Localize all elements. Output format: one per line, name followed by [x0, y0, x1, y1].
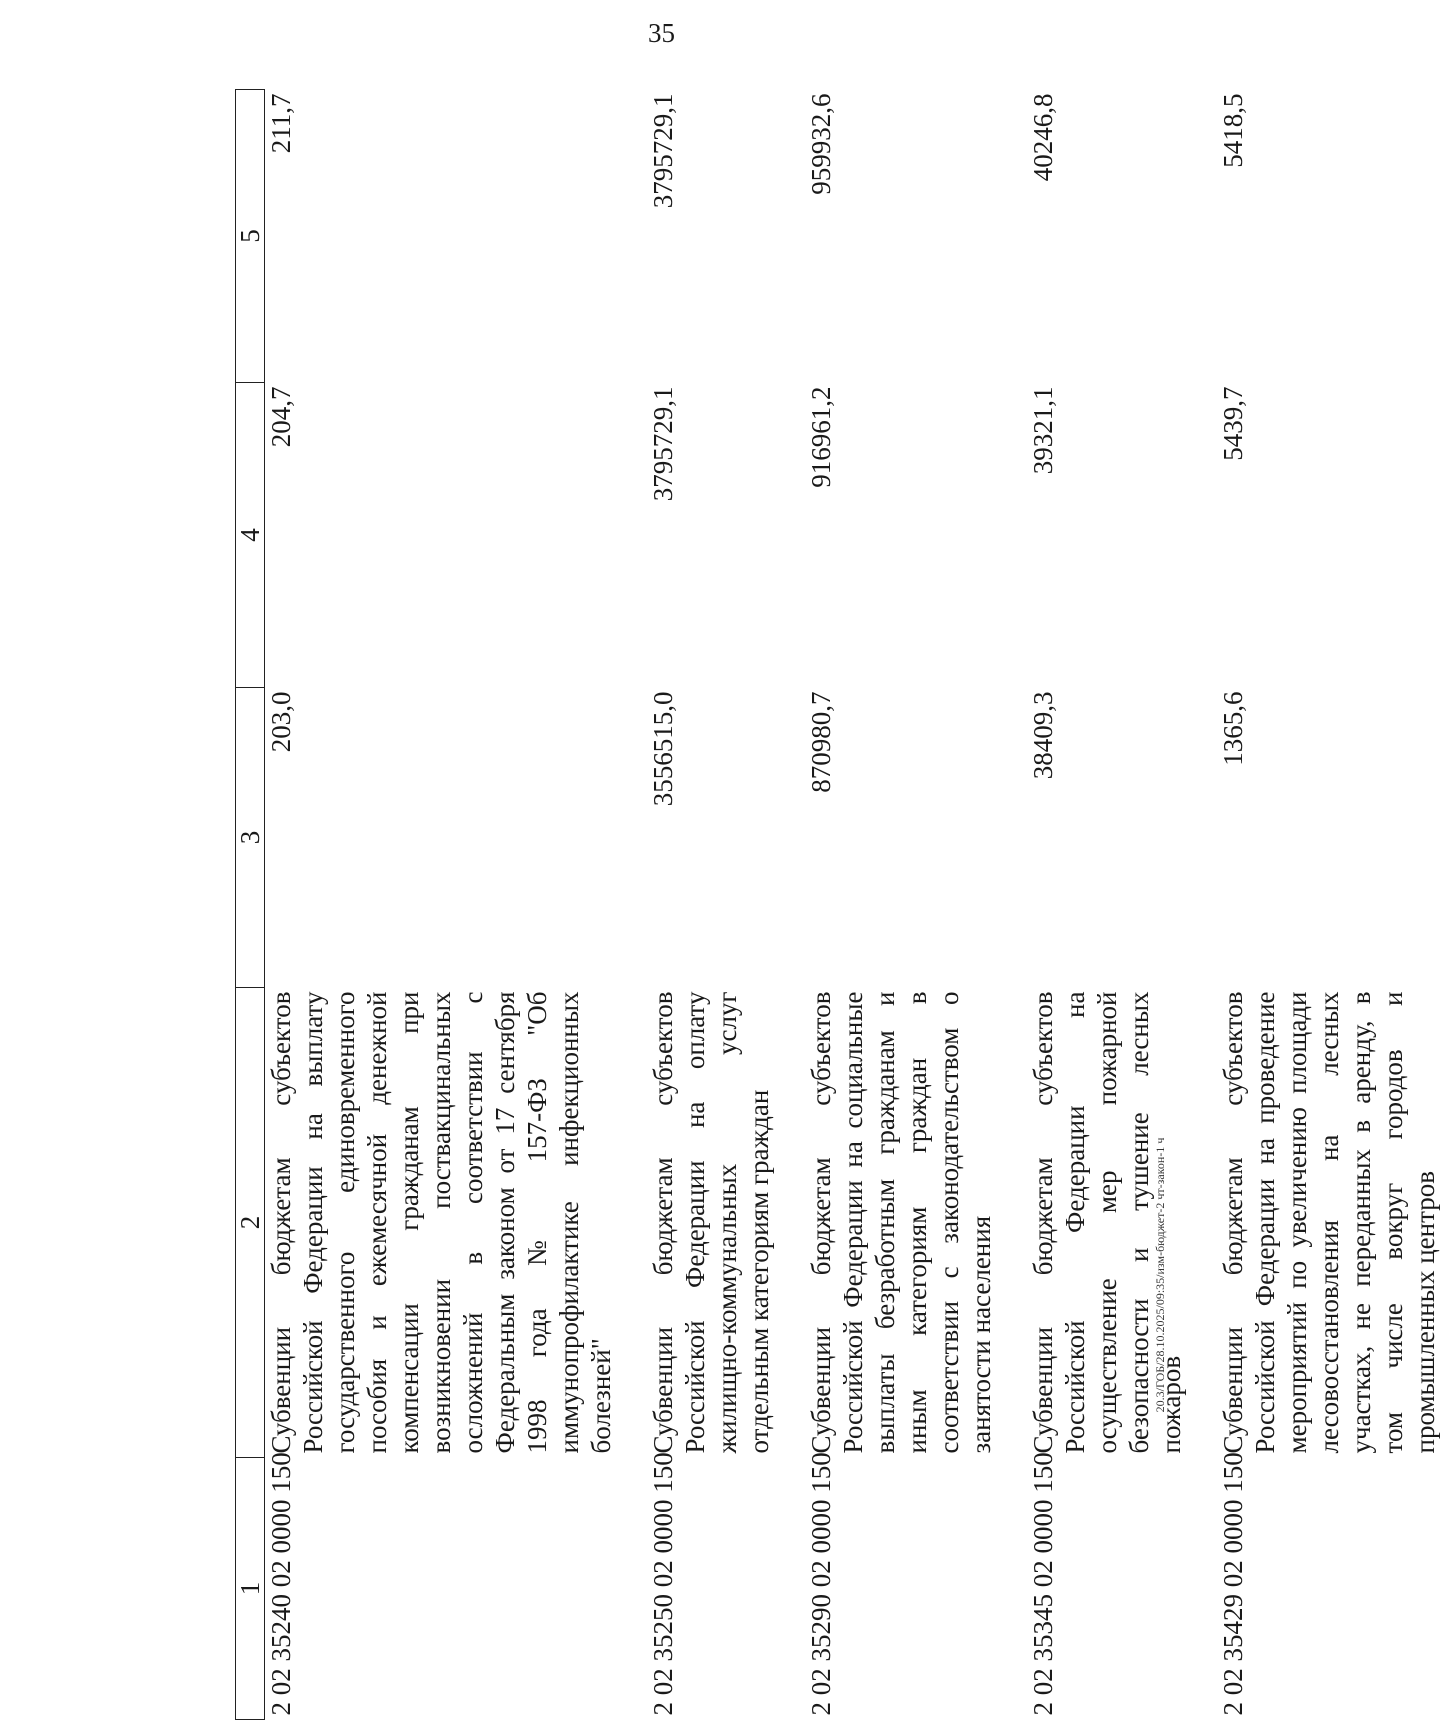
- column-header-4: 4: [236, 383, 265, 688]
- value-col4-cell: 5439,7: [1218, 386, 1248, 461]
- document-footer-note: 20.3/ГОБ/28.10.2025/09:35/изм-бюджет-2 чт-закон-1 ч: [1153, 1137, 1167, 1413]
- value-col3-cell: 38409,3: [1028, 691, 1058, 780]
- table-row: [265, 90, 618, 1720]
- description-cell: Субвенции бюджетам субъектов Российской Федерации на выплату государственного единовременного пособия и ежемесячной денежной компенсации гражданам при возникновении поствакцинальных осложнений в соответствии с Федеральным законом от 17 сентября 1998 года № 157-ФЗ "Об иммунопрофилактике инфекционных болезней": [266, 991, 616, 1454]
- budget-table: [235, 89, 1441, 1720]
- table-row: [1027, 90, 1187, 1720]
- column-header-1: 1: [236, 1458, 265, 1720]
- table-row: [1217, 90, 1441, 1720]
- value-col3-cell: 3556515,0: [648, 691, 678, 807]
- row-spacer: [997, 90, 1027, 1720]
- budget-code-cell: 2 02 35345 02 0000 150: [1028, 1452, 1058, 1716]
- budget-code-cell: 2 02 35290 02 0000 150: [806, 1452, 836, 1716]
- row-spacer: [1187, 90, 1217, 1720]
- value-col4-cell: 3795729,1: [648, 386, 678, 502]
- row-spacer: [617, 90, 647, 1720]
- budget-code-cell: 2 02 35250 02 0000 150: [648, 1452, 678, 1716]
- value-col5-cell: 5418,5: [1218, 93, 1248, 168]
- description-cell: Субвенции бюджетам субъектов Российской Федерации на социальные выплаты безработным гражданам и иным категориям граждан в соответствии с законодательством о занятости населения: [806, 991, 996, 1454]
- value-col4-cell: 39321,1: [1028, 386, 1058, 475]
- budget-code-cell: 2 02 35429 02 0000 150: [1218, 1452, 1248, 1716]
- column-header-5: 5: [236, 90, 265, 383]
- value-col5-cell: 959932,6: [806, 93, 836, 195]
- table-row: [805, 90, 997, 1720]
- column-header-3: 3: [236, 688, 265, 988]
- row-spacer: [775, 90, 805, 1720]
- value-col5-cell: 211,7: [266, 93, 296, 154]
- budget-code-cell: 2 02 35240 02 0000 150: [266, 1452, 296, 1716]
- description-cell: Субвенции бюджетам субъектов Российской Федерации на проведение мероприятий по увеличению площади лесовосстановления на лесных участках, не переданных в аренду, в том числе вокруг городов и промышленных центров: [1218, 991, 1440, 1454]
- value-col3-cell: 1365,6: [1218, 691, 1248, 766]
- description-cell: Субвенции бюджетам субъектов Российской Федерации на осуществление мер пожарной безопасности и тушение лесных пожаров: [1028, 991, 1186, 1454]
- page-number: 35: [648, 18, 675, 48]
- value-col4-cell: 204,7: [266, 386, 296, 448]
- value-col4-cell: 916961,2: [806, 386, 836, 488]
- description-cell: Субвенции бюджетам субъектов Российской Федерации на оплату жилищно-коммунальных услуг отдельным категориям граждан: [648, 991, 774, 1454]
- table-header-row: [236, 90, 265, 1720]
- value-col5-cell: 40246,8: [1028, 93, 1058, 182]
- value-col5-cell: 3795729,1: [648, 93, 678, 209]
- value-col3-cell: 870980,7: [806, 691, 836, 793]
- column-header-2: 2: [236, 988, 265, 1458]
- value-col3-cell: 203,0: [266, 691, 296, 753]
- table-row: [647, 90, 775, 1720]
